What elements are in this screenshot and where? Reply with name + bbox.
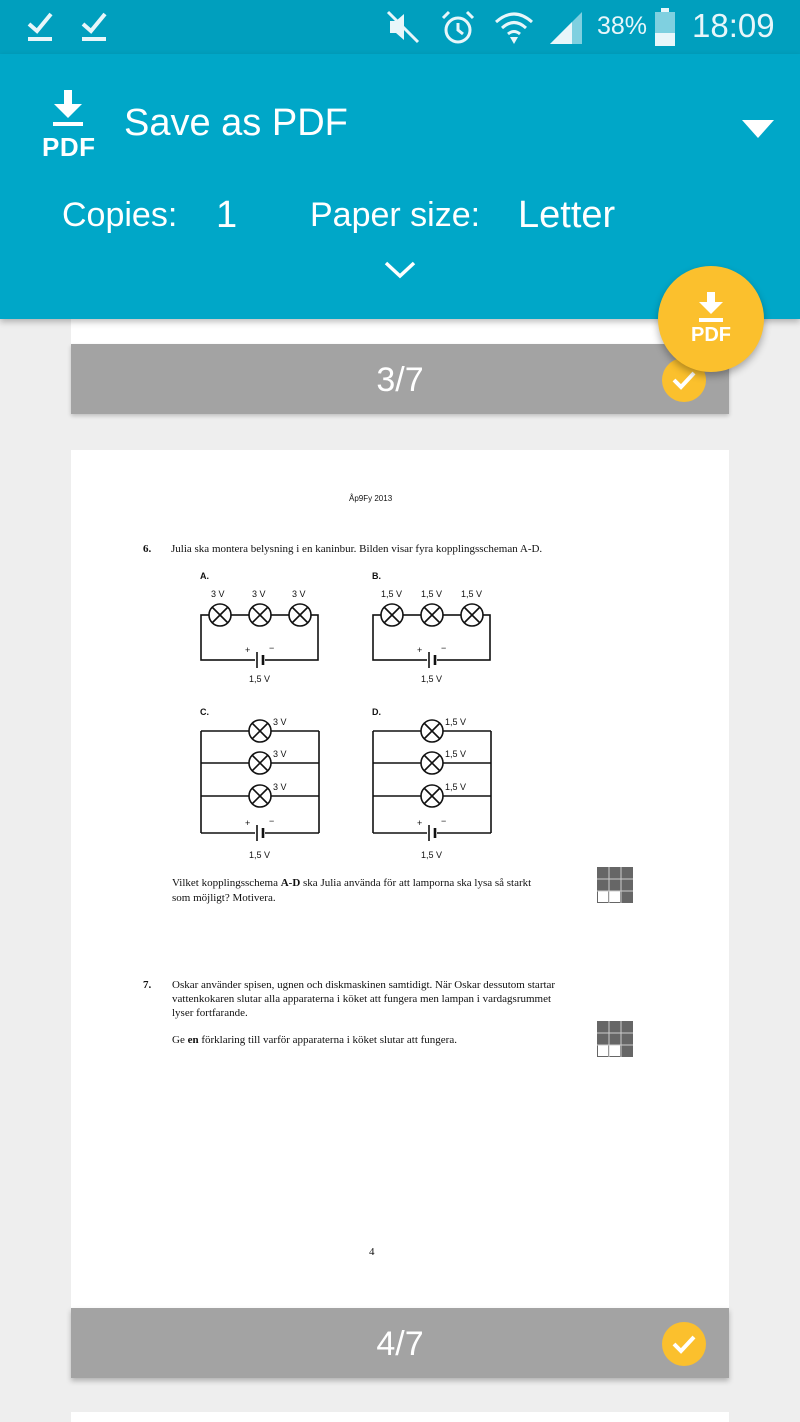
battery-symbol xyxy=(427,652,437,668)
paper-size-value[interactable]: Letter xyxy=(518,194,616,236)
battery-voltage: 1,5 V xyxy=(421,674,443,684)
page-4-checkbox[interactable] xyxy=(662,1322,706,1366)
fab-label: PDF xyxy=(691,324,731,346)
page-number: 4 xyxy=(369,1246,375,1258)
page-5-preview[interactable] xyxy=(71,1412,729,1422)
lamp-icon xyxy=(421,720,443,742)
circuit-a-label: A. xyxy=(200,571,209,581)
wifi-icon xyxy=(494,10,534,46)
plus-sign: + xyxy=(417,818,423,828)
battery-voltage: 1,5 V xyxy=(249,674,271,684)
check-icon xyxy=(26,10,54,42)
page-3-footer[interactable] xyxy=(71,344,729,414)
circuit-c-label: C. xyxy=(200,707,209,717)
check-icon xyxy=(662,1322,706,1366)
score-grid-icon xyxy=(597,1021,633,1057)
lamp-voltage: 1,5 V xyxy=(445,782,467,792)
paper-size-label: Paper size: xyxy=(310,196,481,234)
lamp-voltage: 3 V xyxy=(273,717,287,727)
lamp-icon xyxy=(381,604,403,626)
download-icon xyxy=(40,90,100,130)
lamp-icon xyxy=(421,604,443,626)
lamp-icon xyxy=(209,604,231,626)
mute-icon xyxy=(386,10,422,44)
save-pdf-button[interactable] xyxy=(658,266,764,372)
lamp-voltage: 3 V xyxy=(292,589,306,599)
download-icon xyxy=(691,292,731,326)
circuit-d-label: D. xyxy=(372,707,381,717)
q6-question: Vilket kopplingsschema A-D ska Julia använda för att lamporna ska lysa så starkt xyxy=(172,877,532,889)
pdf-logo-text: PDF xyxy=(42,132,96,162)
battery-symbol xyxy=(255,825,265,841)
q7-line2: vattenkokaren slutar alla apparaterna i köket att fungera men lampan i vardagsrummet xyxy=(172,993,552,1005)
page-3-label: 3/7 xyxy=(376,361,424,399)
lamp-icon xyxy=(249,720,271,742)
destination-selector[interactable]: Save as PDF xyxy=(124,102,348,144)
q6-question-line2: som möjligt? Motivera. xyxy=(172,892,276,904)
q7-ask: Ge en förklaring till varför apparaterna i köket slutar att fungera. xyxy=(172,1034,457,1046)
lamp-voltage: 3 V xyxy=(252,589,266,599)
lamp-voltage: 1,5 V xyxy=(461,589,483,599)
page-3-preview[interactable] xyxy=(71,319,729,344)
score-grid-icon xyxy=(597,867,633,903)
battery-symbol xyxy=(427,825,437,841)
copies-label: Copies: xyxy=(62,196,178,234)
battery-voltage: 1,5 V xyxy=(249,850,271,860)
circuit-b-label: B. xyxy=(372,571,381,581)
plus-sign: + xyxy=(245,818,251,828)
lamp-voltage: 1,5 V xyxy=(445,749,467,759)
battery-symbol xyxy=(255,652,265,668)
chevron-down-icon[interactable] xyxy=(384,260,416,280)
lamp-voltage: 3 V xyxy=(273,782,287,792)
page-4-footer[interactable] xyxy=(71,1308,729,1378)
lamp-icon xyxy=(249,604,271,626)
page-4-label: 4/7 xyxy=(376,1325,424,1363)
q7-number: 7. xyxy=(143,979,152,991)
pdf-logo xyxy=(40,90,100,160)
lamp-icon xyxy=(421,752,443,774)
dropdown-arrow-icon[interactable] xyxy=(742,120,774,138)
doc-header: Åp9Fy 2013 xyxy=(349,494,393,503)
lamp-icon xyxy=(461,604,483,626)
q6-number: 6. xyxy=(143,543,152,555)
circuit-diagrams xyxy=(71,450,729,870)
page-4-preview[interactable] xyxy=(71,450,729,1308)
check-icon xyxy=(80,10,108,42)
clock: 18:09 xyxy=(692,7,775,44)
battery-icon xyxy=(654,8,676,46)
q7-line1: Oskar använder spisen, ugnen och diskmaskinen samtidigt. När Oskar dessutom startar xyxy=(172,979,556,991)
alarm-icon xyxy=(440,10,476,46)
plus-sign: + xyxy=(245,645,251,655)
status-bar xyxy=(0,0,800,54)
lamp-icon xyxy=(289,604,311,626)
lamp-voltage: 1,5 V xyxy=(421,589,443,599)
copies-value[interactable]: 1 xyxy=(216,194,238,236)
signal-icon xyxy=(548,10,584,46)
lamp-voltage: 3 V xyxy=(211,589,225,599)
q7-line3: lyser fortfarande. xyxy=(172,1007,248,1019)
lamp-voltage: 1,5 V xyxy=(381,589,403,599)
battery-percent: 38% xyxy=(597,12,648,40)
lamp-voltage: 1,5 V xyxy=(445,717,467,727)
minus-sign: − xyxy=(441,816,447,826)
lamp-icon xyxy=(421,785,443,807)
minus-sign: − xyxy=(269,643,275,653)
minus-sign: − xyxy=(441,643,447,653)
minus-sign: − xyxy=(269,816,275,826)
lamp-icon xyxy=(249,785,271,807)
battery-voltage: 1,5 V xyxy=(421,850,443,860)
q6-text: Julia ska montera belysning i en kaninbur. Bilden visar fyra kopplingsscheman A-D. xyxy=(171,543,543,555)
plus-sign: + xyxy=(417,645,423,655)
lamp-voltage: 3 V xyxy=(273,749,287,759)
lamp-icon xyxy=(249,752,271,774)
